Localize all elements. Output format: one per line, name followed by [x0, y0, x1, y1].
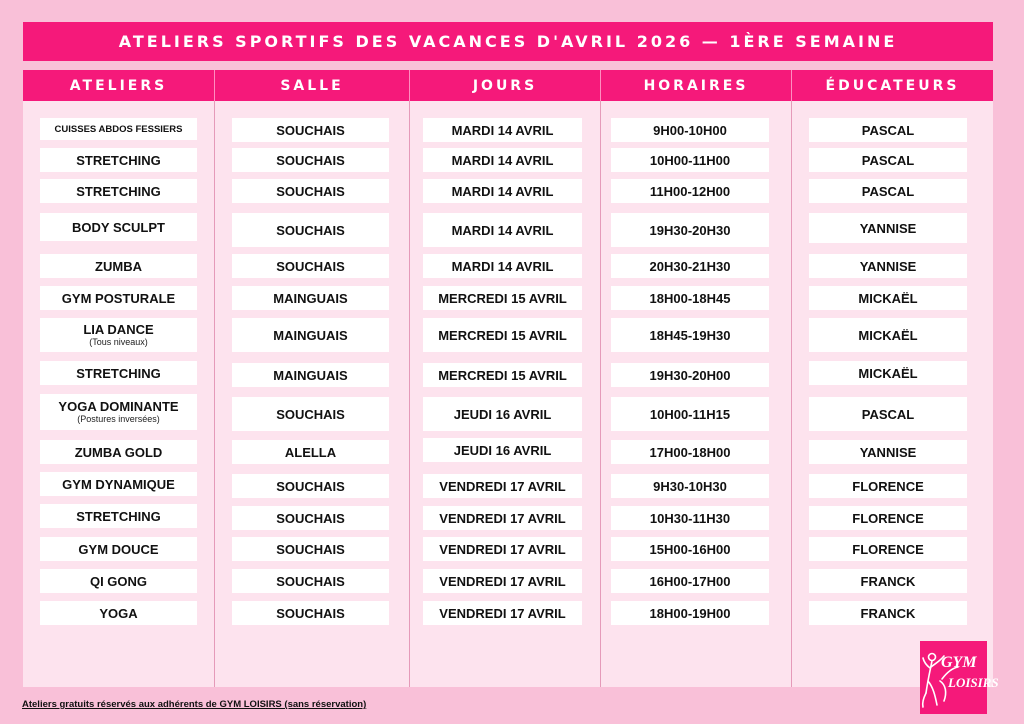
salle-cell: SOUCHAIS — [232, 537, 389, 561]
atelier-cell: CUISSES ABDOS FESSIERS — [40, 118, 197, 140]
educateur-cell: PASCAL — [809, 179, 967, 203]
gym-loisirs-logo — [920, 641, 999, 714]
jour-cell: JEUDI 16 AVRIL — [423, 438, 582, 462]
salle-cell: SOUCHAIS — [232, 213, 389, 247]
column-divider — [214, 70, 215, 101]
atelier-cell: STRETCHING — [40, 179, 197, 203]
horaire-cell: 18H45-19H30 — [611, 318, 769, 352]
salle-cell: MAINGUAIS — [232, 286, 389, 310]
salle-cell: MAINGUAIS — [232, 318, 389, 352]
column-divider — [409, 70, 410, 101]
atelier-sublabel: (Tous niveaux) — [89, 337, 148, 347]
header-ateliers: ATELIERS — [69, 77, 168, 94]
salle-cell: SOUCHAIS — [232, 474, 389, 498]
atelier-cell: YOGA — [40, 601, 197, 625]
salle-cell: SOUCHAIS — [232, 118, 389, 142]
column-divider — [791, 70, 792, 101]
logo-line-2: LOISIRS — [948, 675, 999, 690]
educateur-cell: PASCAL — [809, 397, 967, 431]
educateur-cell: FLORENCE — [809, 537, 967, 561]
educateur-cell: FLORENCE — [809, 474, 967, 498]
horaire-cell: 15H00-16H00 — [611, 537, 769, 561]
salle-cell: SOUCHAIS — [232, 254, 389, 278]
horaire-cell: 10H00-11H00 — [611, 148, 769, 172]
atelier-cell: GYM DYNAMIQUE — [40, 472, 197, 496]
jour-cell: MARDI 14 AVRIL — [423, 254, 582, 278]
horaire-cell: 17H00-18H00 — [611, 440, 769, 464]
jour-cell: MERCREDI 15 AVRIL — [423, 318, 582, 352]
horaire-cell: 18H00-19H00 — [611, 601, 769, 625]
atelier-cell: STRETCHING — [40, 504, 197, 528]
salle-cell: ALELLA — [232, 440, 389, 464]
jour-cell: VENDREDI 17 AVRIL — [423, 569, 582, 593]
horaire-cell: 11H00-12H00 — [611, 179, 769, 203]
column-divider — [409, 101, 410, 687]
jour-cell: MARDI 14 AVRIL — [423, 213, 582, 247]
educateur-cell: YANNISE — [809, 440, 967, 464]
atelier-cell: STRETCHING — [40, 148, 197, 172]
educateur-cell: YANNISE — [809, 213, 967, 243]
educateur-cell: FRANCK — [809, 601, 967, 625]
jour-cell: MARDI 14 AVRIL — [423, 179, 582, 203]
educateur-cell: PASCAL — [809, 118, 967, 142]
salle-cell: SOUCHAIS — [232, 397, 389, 431]
educateur-cell: MICKAËL — [809, 286, 967, 310]
jour-cell: JEUDI 16 AVRIL — [423, 397, 582, 431]
jour-cell: VENDREDI 17 AVRIL — [423, 474, 582, 498]
salle-cell: SOUCHAIS — [232, 506, 389, 530]
atelier-cell: ZUMBA GOLD — [40, 440, 197, 464]
educateur-cell: FLORENCE — [809, 506, 967, 530]
atelier-cell: GYM POSTURALE — [40, 286, 197, 310]
table-header — [23, 70, 993, 101]
atelier-cell: STRETCHING — [40, 361, 197, 385]
atelier-cell: ZUMBA — [40, 254, 197, 278]
footer-note: Ateliers gratuits réservés aux adhérents de GYM LOISIRS (sans réservation) — [22, 699, 367, 710]
atelier-cell — [40, 394, 197, 430]
header-educateurs: ÉDUCATEURS — [825, 77, 960, 94]
educateur-cell: MICKAËL — [809, 361, 967, 385]
salle-cell: SOUCHAIS — [232, 179, 389, 203]
header-horaires: HORAIRES — [643, 77, 749, 94]
educateur-cell: FRANCK — [809, 569, 967, 593]
salle-cell: MAINGUAIS — [232, 363, 389, 387]
jour-cell: MARDI 14 AVRIL — [423, 118, 582, 142]
jour-cell: VENDREDI 17 AVRIL — [423, 506, 582, 530]
atelier-sublabel: (Postures inversées) — [77, 414, 160, 424]
atelier-cell — [40, 318, 197, 352]
atelier-cell: GYM DOUCE — [40, 537, 197, 561]
jour-cell: MARDI 14 AVRIL — [423, 148, 582, 172]
column-divider — [791, 101, 792, 687]
jour-cell: MERCREDI 15 AVRIL — [423, 363, 582, 387]
educateur-cell: YANNISE — [809, 254, 967, 278]
horaire-cell: 18H00-18H45 — [611, 286, 769, 310]
horaire-cell: 20H30-21H30 — [611, 254, 769, 278]
horaire-cell: 16H00-17H00 — [611, 569, 769, 593]
jour-cell: VENDREDI 17 AVRIL — [423, 601, 582, 625]
atelier-cell: BODY SCULPT — [40, 213, 197, 241]
atelier-cell: QI GONG — [40, 569, 197, 593]
atelier-label: YOGA DOMINANTE — [58, 399, 179, 414]
column-divider — [214, 101, 215, 687]
horaire-cell: 10H30-11H30 — [611, 506, 769, 530]
logo-line-1: GYM — [941, 654, 977, 671]
salle-cell: SOUCHAIS — [232, 148, 389, 172]
salle-cell: SOUCHAIS — [232, 569, 389, 593]
jour-cell: MERCREDI 15 AVRIL — [423, 286, 582, 310]
horaire-cell: 19H30-20H00 — [611, 363, 769, 387]
column-divider — [600, 101, 601, 687]
jour-cell: VENDREDI 17 AVRIL — [423, 537, 582, 561]
header-jours: JOURS — [472, 77, 538, 94]
column-divider — [600, 70, 601, 101]
educateur-cell: PASCAL — [809, 148, 967, 172]
horaire-cell: 9H00-10H00 — [611, 118, 769, 142]
atelier-label: LIA DANCE — [83, 322, 154, 337]
educateur-cell: MICKAËL — [809, 318, 967, 352]
page-title: ATELIERS SPORTIFS DES VACANCES D'AVRIL 2026 — 1ÈRE SEMAINE — [23, 22, 993, 61]
gymnast-icon — [920, 641, 999, 714]
salle-cell: SOUCHAIS — [232, 601, 389, 625]
horaire-cell: 19H30-20H30 — [611, 213, 769, 247]
header-salle: SALLE — [280, 77, 344, 94]
horaire-cell: 9H30-10H30 — [611, 474, 769, 498]
horaire-cell: 10H00-11H15 — [611, 397, 769, 431]
